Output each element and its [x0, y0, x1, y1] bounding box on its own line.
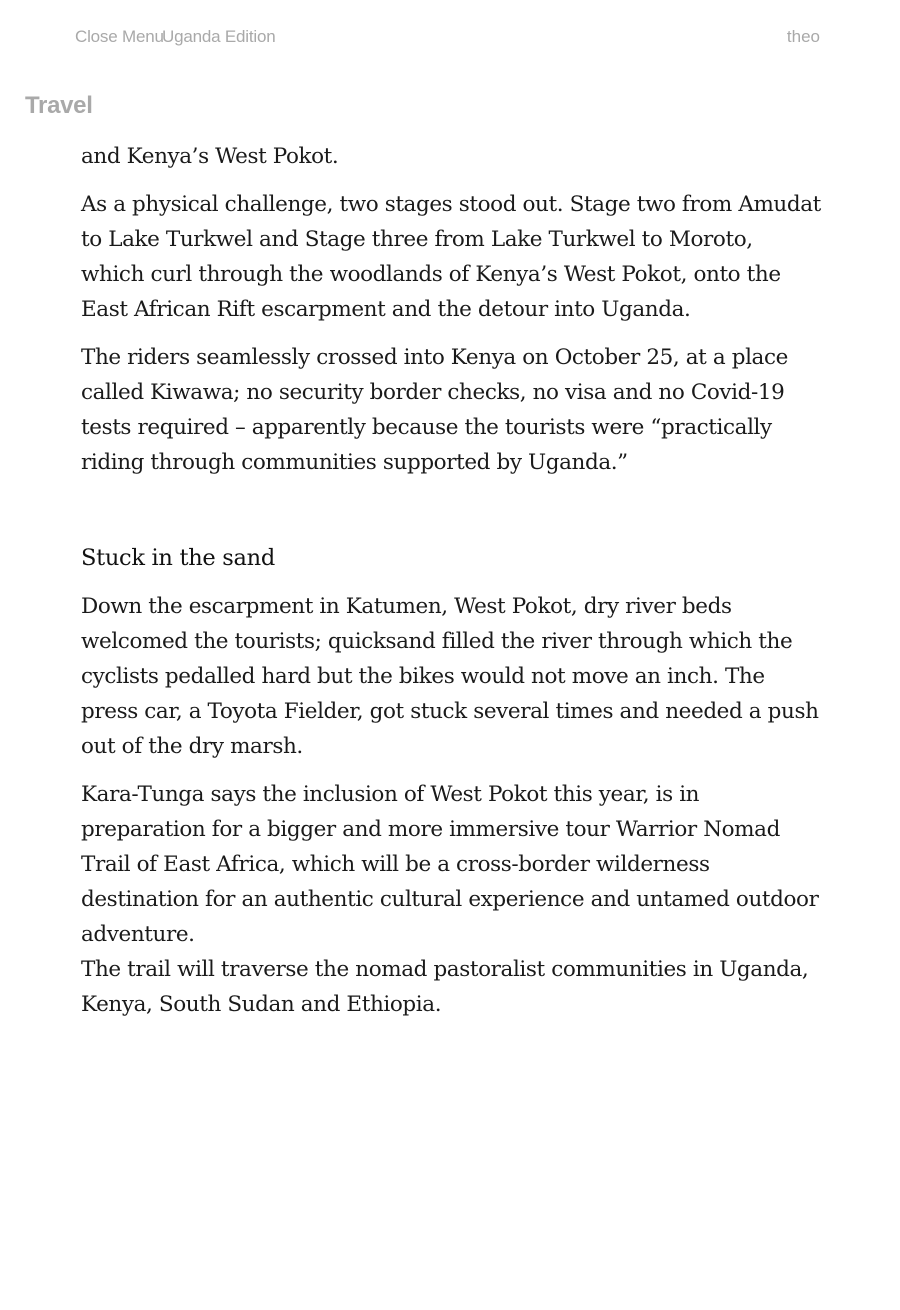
article-body	[81, 139, 821, 1035]
article-paragraph: and Kenya’s West Pokot.	[81, 144, 339, 169]
edition-selector[interactable]: Uganda Edition	[162, 27, 276, 46]
article-paragraph: Kara-Tunga says the inclusion of West Pokot this year, is in preparation for a bigger and more immersive tour Warrior Nomad Trail of East Africa, which will be a cross-border wilderness destination for an authentic cultural experience and untamed outdoor adventure.	[81, 782, 819, 947]
article-subheading: Stuck in the sand	[81, 545, 275, 571]
user-account-link[interactable]: theo	[786, 27, 820, 46]
article-paragraph: Down the escarpment in Katumen, West Pokot, dry river beds welcomed the tourists; quicksand filled the river through which the cyclists pedalled hard but the bikes would not move an inch. The press car, a Toyota Fielder, got stuck several times and needed a push out of the dry marsh.	[81, 594, 819, 759]
section-link-travel[interactable]: Travel	[25, 92, 93, 119]
article-paragraph: The riders seamlessly crossed into Kenya on October 25, at a place called Kiwawa; no security border checks, no visa and no Covid-19 tests required – apparently because the tourists were “practically riding through communities supported by Uganda.”	[81, 345, 788, 475]
article-paragraph: As a physical challenge, two stages stood out. Stage two from Amudat to Lake Turkwel and Stage three from Lake Turkwel to Moroto, which curl through the woodlands of Kenya’s West Pokot, onto the East African Rift escarpment and the detour into Uganda.	[81, 192, 821, 322]
article-paragraph: The trail will traverse the nomad pastoralist communities in Uganda, Kenya, South Sudan and Ethiopia.	[81, 957, 809, 1017]
close-menu-button[interactable]: Close Menu	[75, 27, 164, 46]
top-bar	[0, 0, 900, 76]
